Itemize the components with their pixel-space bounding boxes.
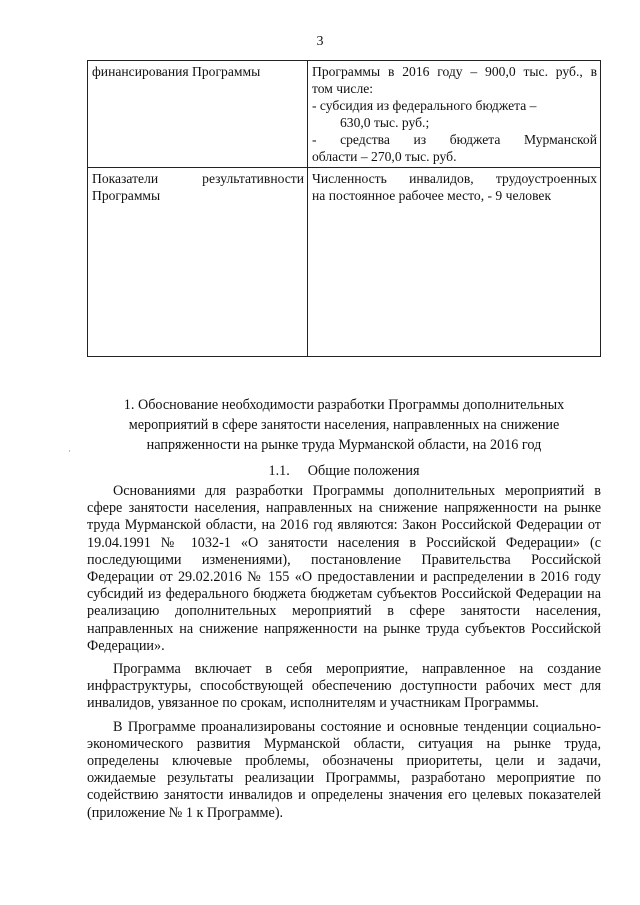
- value-line: на постоянное рабочее место, - 9 человек: [312, 188, 552, 203]
- value-line: Программы в 2016 году – 900,0 тыс. руб., в: [312, 64, 597, 79]
- stray-mark: ·: [68, 446, 71, 456]
- paragraph: Программа включает в себя мероприятие, направленное на создание инфраструктуры, способствующей обеспечению доступности рабочих мест для инвалидов, увязанное по срокам, исполнителям и участникам Программы.: [87, 661, 601, 712]
- table-row: [88, 61, 601, 168]
- value-line: том числе:: [312, 81, 374, 96]
- row-label-line: Программы: [92, 188, 161, 203]
- table-cell-value: [308, 61, 601, 168]
- value-line: Численность инвалидов, трудоустроенных: [312, 171, 597, 186]
- page-number: 3: [316, 34, 324, 49]
- table-cell-label: [88, 61, 308, 168]
- subsection-title: Общие положения: [307, 463, 420, 479]
- paragraph: В Программе проанализированы состояние и основные тенденции социально-экономического развития Мурманской области, ситуация на рынке труда, определены ключевые проблемы, обозначены приоритеты, цели и задачи, ожидаемые результаты реализации Программы, разработано мероприятие по содействию занятости инвалидов и определены значения его целевых показателей (приложение № 1 к Программе).: [87, 718, 601, 821]
- table-cell-label: [88, 168, 308, 357]
- table-cell-value: [308, 168, 601, 357]
- value-line: области – 270,0 тыс. руб.: [312, 149, 457, 164]
- row-label-line: Показатели результативности: [92, 171, 304, 186]
- section-title-line: напряженности на рынке труда Мурманской области, на 2016 год: [146, 437, 542, 453]
- value-line: 630,0 тыс. руб.;: [340, 115, 430, 130]
- section-title-line: мероприятий в сфере занятости населения, направленных на снижение: [128, 417, 560, 433]
- section-title: [87, 395, 601, 455]
- body-text: [87, 483, 601, 828]
- row-label: финансирования Программы: [92, 64, 261, 79]
- subsection-heading: [87, 463, 601, 480]
- table-row: [88, 168, 601, 357]
- subsection-number: 1.1.: [268, 463, 290, 479]
- value-line: - средства из бюджета Мурманской: [312, 132, 597, 147]
- paragraph: Основаниями для разработки Программы дополнительных мероприятий в сфере занятости населения, направленных на снижение напряженности на рынке труда Мурманской области, на 2016 год являются: Закон Российской Федерации от 19.04.1991 № 1032-1 «О занятости населения в Российской Федерации» (с последующими изменениями), постановление Правительства Российской Федерации от 29.02.2016 № 155 «О предоставлении и распределении в 2016 году субсидий из федерального бюджета бюджетам субъектов Российской Федерации на реализацию дополнительных мероприятий в сфере занятости населения, направленных на снижение напряженности на рынке труда субъектов Российской Федерации».: [87, 483, 601, 654]
- value-line: - субсидия из федерального бюджета –: [312, 98, 537, 113]
- section-title-line: 1. Обоснование необходимости разработки Программы дополнительных: [123, 397, 565, 413]
- program-passport-table: [87, 60, 601, 357]
